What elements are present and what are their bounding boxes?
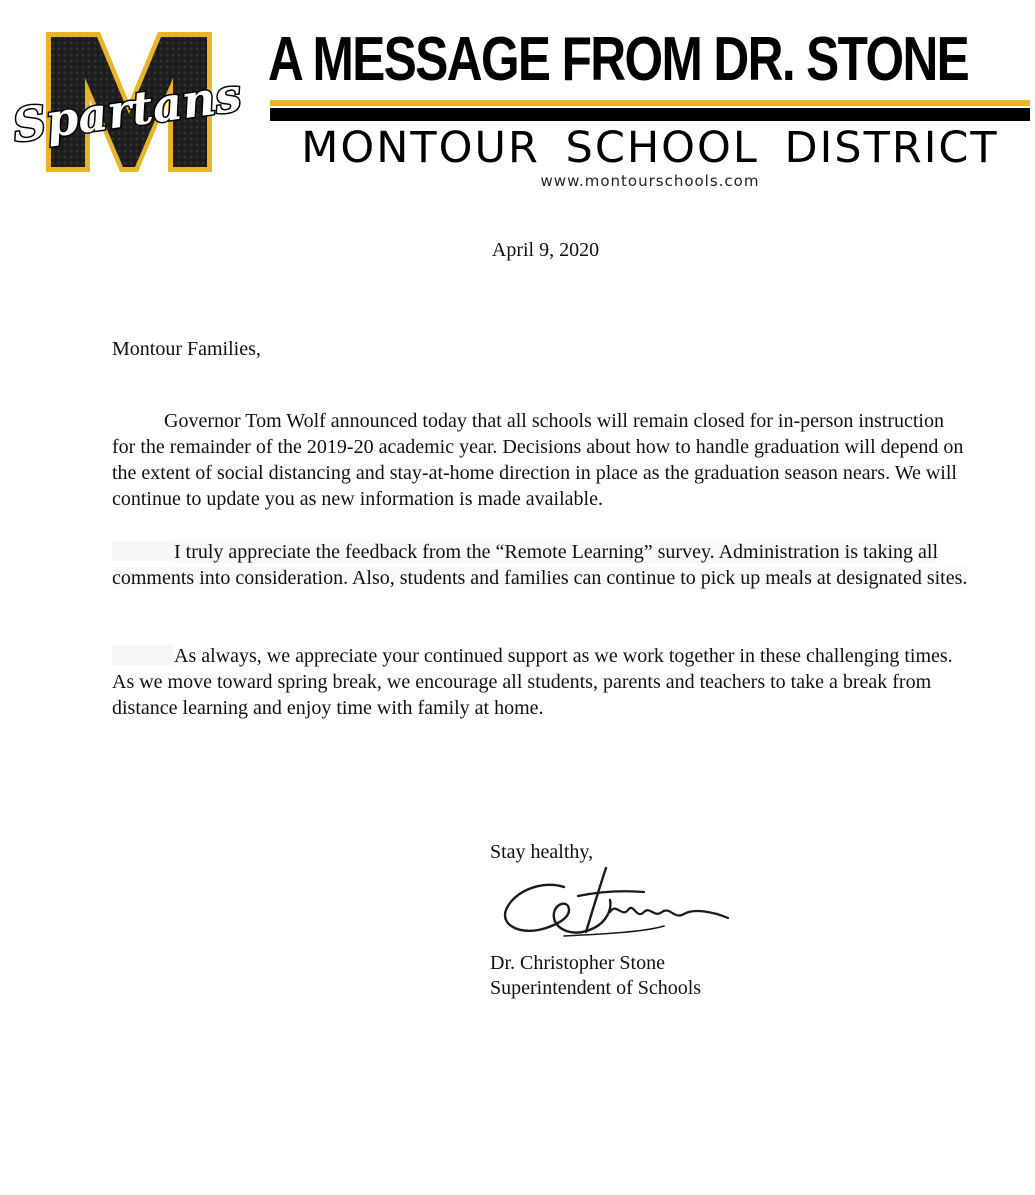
letter-paragraph-2-text: I truly appreciate the feedback from the “Remote Learning” survey. Administration is taking all comments into consideration. Also, students and families can continue to pick up meals at designated sites.	[112, 541, 968, 589]
letter-paragraph-1: Governor Tom Wolf announced today that all schools will remain closed for in-person instruction for the remainder of the 2019-20 academic year. Decisions about how to handle graduation will depend on the extent of social distancing and stay-at-home direction in place as the graduation season nears. We will continue to update you as new information is made available.	[112, 410, 964, 510]
logo-script-text: Spartans	[9, 67, 245, 153]
indent-mark	[112, 541, 174, 561]
district-website: www.montourschools.com	[540, 172, 760, 190]
letter-paragraph-3-text: As always, we appreciate your continued support as we work together in these challenging times. As we move toward spring break, we encourage all students, parents and teachers to take a break from distance learning and enjoy time with family at home.	[112, 645, 953, 719]
letter-date: April 9, 2020	[491, 239, 600, 261]
black-rule	[270, 108, 1030, 121]
signer-title: Superintendent of Schools	[490, 977, 702, 999]
district-name: MONTOUR SCHOOL DISTRICT	[301, 123, 999, 173]
spartans-logo	[8, 22, 248, 188]
letter-salutation: Montour Families,	[112, 338, 261, 360]
page-headline: A MESSAGE FROM DR. STONE	[268, 25, 969, 94]
letter-paragraph-3	[112, 643, 972, 721]
gold-rule	[270, 100, 1030, 106]
indent-mark	[112, 645, 174, 665]
letter-paragraph-2	[112, 539, 972, 591]
signer-name: Dr. Christopher Stone	[490, 952, 665, 974]
letter-closing: Stay healthy,	[490, 841, 594, 863]
signature-image	[494, 862, 744, 952]
